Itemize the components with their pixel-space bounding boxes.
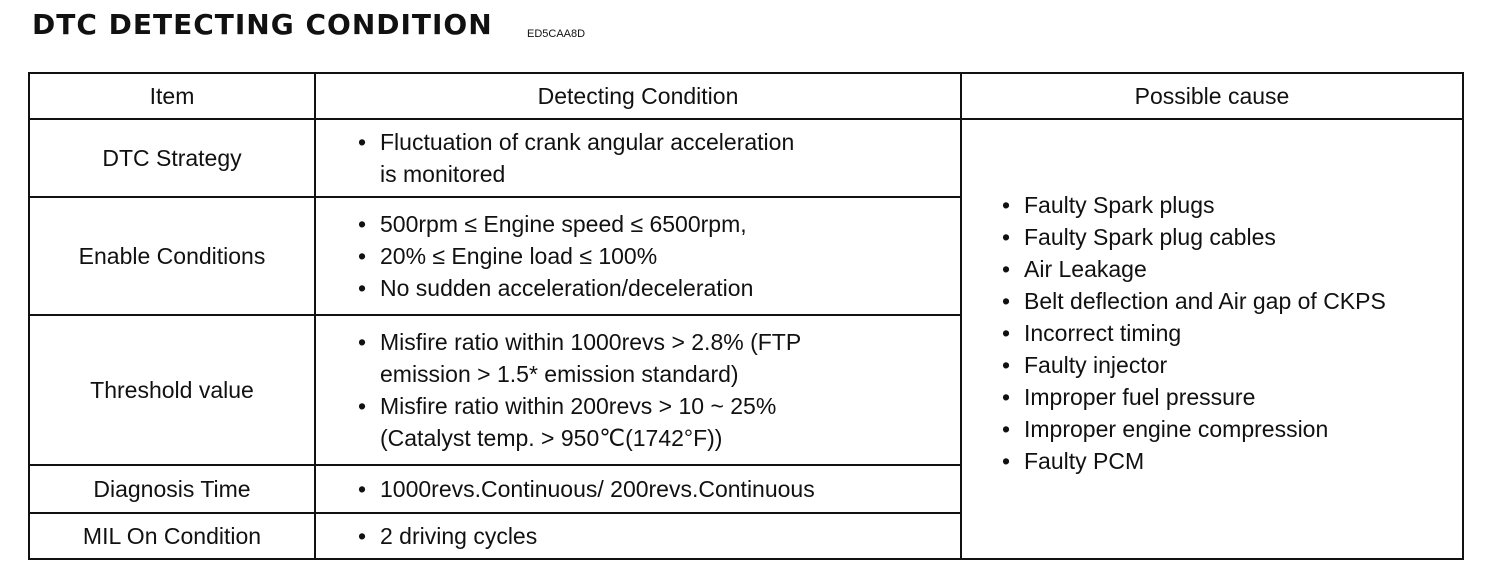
condition-item: • No sudden acceleration/deceleration <box>352 272 960 304</box>
row-conditions <box>315 119 961 197</box>
possible-cause-cell <box>961 119 1463 559</box>
cause-item: • Faulty injector <box>996 349 1462 381</box>
table-row <box>29 119 1463 197</box>
dtc-condition-table <box>28 72 1464 560</box>
row-item-mil-on-condition: MIL On Condition <box>29 513 315 559</box>
cause-item: • Faulty PCM <box>996 445 1462 477</box>
row-conditions <box>315 315 961 465</box>
column-header-possible-cause: Possible cause <box>961 73 1463 119</box>
cause-item: • Improper fuel pressure <box>996 381 1462 413</box>
row-item-threshold-value: Threshold value <box>29 315 315 465</box>
row-item-enable-conditions: Enable Conditions <box>29 197 315 315</box>
document-code: ED5CAA8D <box>527 28 586 40</box>
table-header-row <box>29 73 1463 119</box>
condition-item: • 1000revs.Continuous/ 200revs.Continuous <box>352 473 960 505</box>
row-conditions <box>315 513 961 559</box>
row-conditions <box>315 465 961 513</box>
condition-item: • Misfire ratio within 200revs > 10 ~ 25% (Catalyst temp. > 950℃(1742°F)) <box>352 390 960 454</box>
condition-item: • 2 driving cycles <box>352 520 960 552</box>
cause-item: • Belt deflection and Air gap of CKPS <box>996 285 1462 317</box>
condition-item: • 500rpm ≤ Engine speed ≤ 6500rpm, <box>352 208 960 240</box>
condition-item: • 20% ≤ Engine load ≤ 100% <box>352 240 960 272</box>
column-header-detecting-condition: Detecting Condition <box>315 73 961 119</box>
cause-item: • Faulty Spark plugs <box>996 189 1462 221</box>
row-conditions <box>315 197 961 315</box>
cause-item: • Improper engine compression <box>996 413 1462 445</box>
cause-item: • Faulty Spark plug cables <box>996 221 1462 253</box>
condition-item: • Misfire ratio within 1000revs > 2.8% (FTP emission > 1.5* emission standard) <box>352 326 960 390</box>
page-title: DTC DETECTING CONDITION <box>32 8 493 41</box>
cause-item: • Air Leakage <box>996 253 1462 285</box>
column-header-item: Item <box>29 73 315 119</box>
condition-item: • Fluctuation of crank angular acceleration is monitored <box>352 126 960 190</box>
row-item-diagnosis-time: Diagnosis Time <box>29 465 315 513</box>
row-item-dtc-strategy: DTC Strategy <box>29 119 315 197</box>
cause-item: • Incorrect timing <box>996 317 1462 349</box>
